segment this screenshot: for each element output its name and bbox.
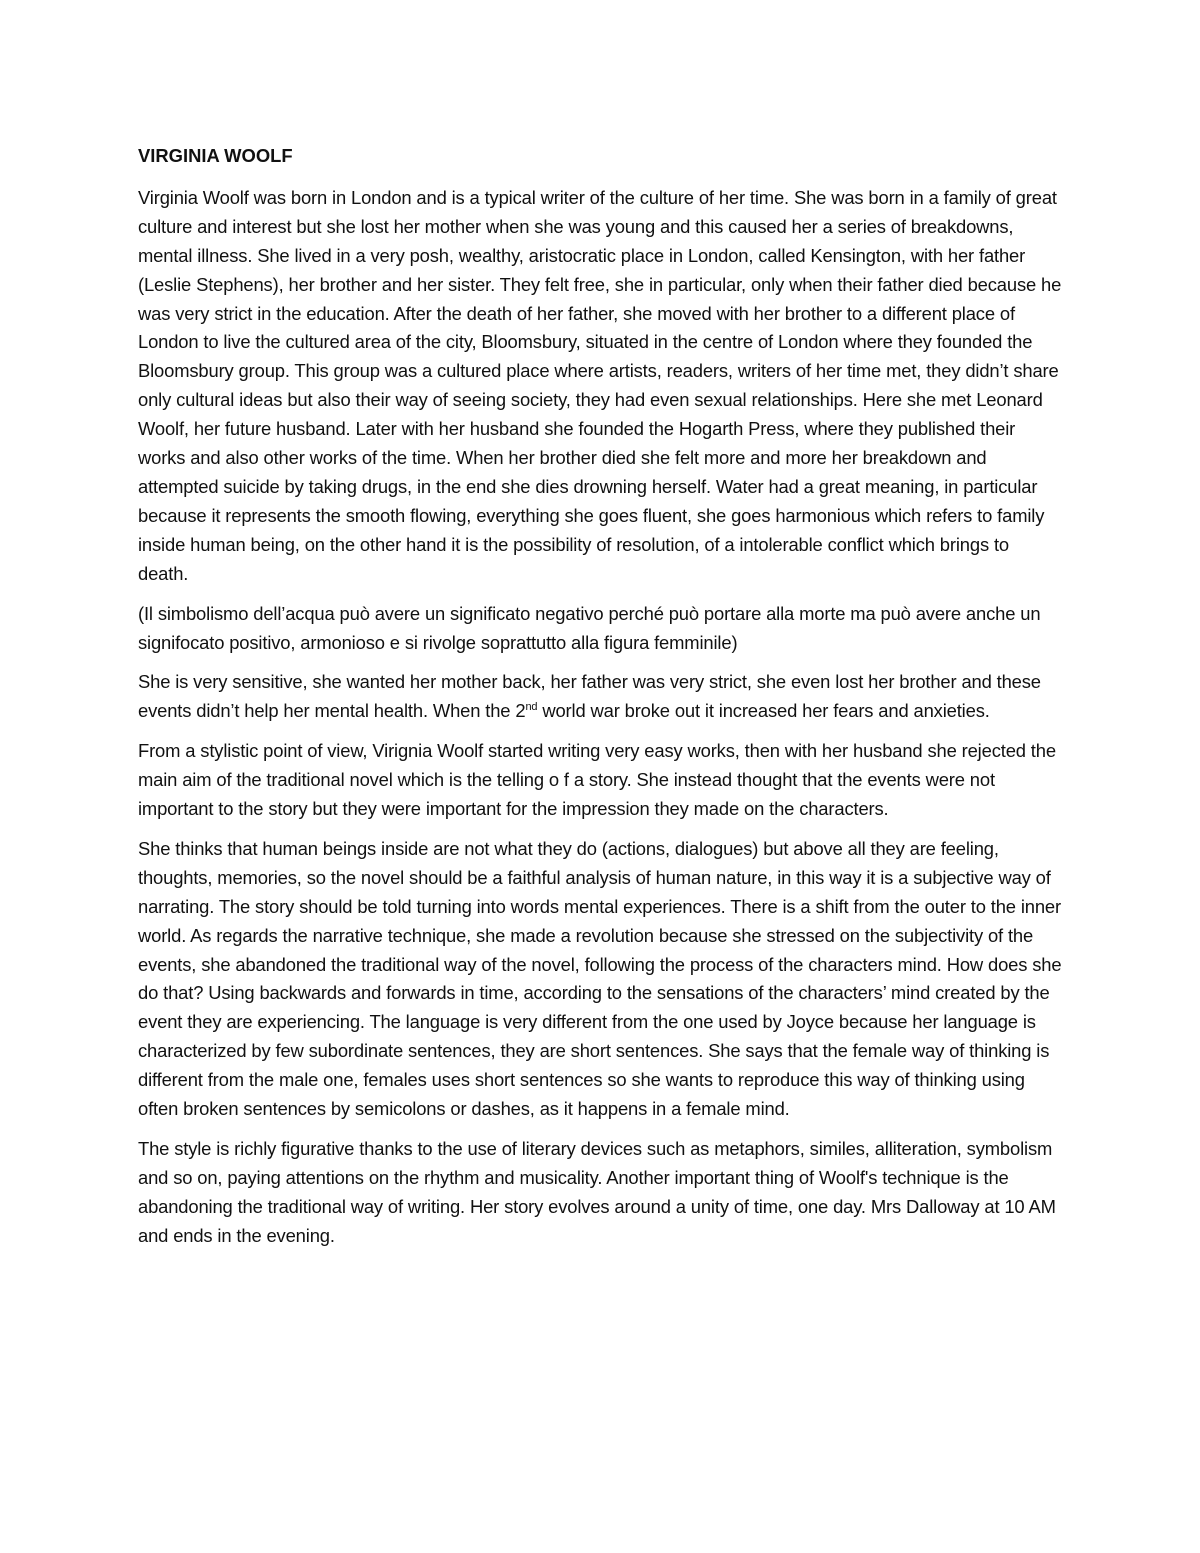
ordinal-suffix: nd: [525, 701, 538, 714]
paragraph-italian-note: (Il simbolismo dell’acqua può avere un significato negativo perché può portare alla morte ma può avere anche un signifocato positivo, armonioso e si rivolge soprattutto alla figura femminile): [138, 602, 1041, 653]
document-title: VIRGINIA WOOLF: [138, 145, 293, 166]
document-body: [138, 142, 1062, 1262]
paragraph-biography: Virginia Woolf was born in London and is a typical writer of the culture of her time. She was born in a family of great culture and interest but she lost her mother when she was young and this caused her a series of breakdowns, mental illness. She lived in a very posh, wealthy, aristocratic place in London, called Kensington, with her father (Leslie Stephens), her brother and her sister. They felt free, she in particular, only when their father died because he was very strict in the education. After the death of her father, she moved with her brother to a different place of London to live the cultured area of the city, Bloomsbury, situated in the centre of London where they founded the Bloomsbury group. This group was a cultured place where artists, readers, writers of her time met, they didn’t share only cultural ideas but also their way of seeing society, they had even sexual relationships. Here she met Leonard Woolf, her future husband. Later with her husband she founded the Hogarth Press, where they published their works and also other works of the time. When her brother died she felt more and more her breakdown and attempted suicide by taking drugs, in the end she dies drowning herself. Water had a great meaning, in particular because it represents the smooth flowing, everything she goes fluent, she goes harmonious which refers to family inside human being, on the other hand it is the possibility of resolution, of a intolerable conflict which brings to death.: [138, 186, 1062, 584]
paragraph-stylistic-view: From a stylistic point of view, Virignia Woolf started writing very easy works, then with her husband she rejected the main aim of the traditional novel which is the telling o f a story. She instead thought that the events were not important to the story but they were important for the impression they made on the characters.: [138, 740, 1056, 820]
paragraph-sensitivity-text-end: world war broke out it increased her fears and anxieties.: [537, 700, 990, 722]
paragraph-style: The style is richly figurative thanks to the use of literary devices such as metaphors, similes, alliteration, symbolism and so on, paying attentions on the rhythm and musicality. Another important thing of Woolf's technique is the abandoning the traditional way of writing. Her story evolves around a unity of time, one day. Mrs Dalloway at 10 AM and ends in the evening.: [138, 1138, 1056, 1246]
paragraph-sensitivity-text-start: She is very sensitive, she wanted her mother back, her father was very strict, she even lost her brother and these events didn’t help her mental health. When the 2: [138, 671, 1041, 722]
paragraph-sensitivity: [138, 668, 1062, 726]
paragraph-narrative-technique: She thinks that human beings inside are not what they do (actions, dialogues) but above all they are feeling, thoughts, memories, so the novel should be a faithful analysis of human nature, in this way it is a subjective way of narrating. The story should be told turning into words mental experiences. There is a shift from the outer to the inner world. As regards the narrative technique, she made a revolution because she stressed on the subjectivity of the events, she abandoned the traditional way of the novel, following the process of the characters mind. How does she do that? Using backwards and forwards in time, according to the sensations of the characters’ mind created by the event they are experiencing. The language is very different from the one used by Joyce because her language is characterized by few subordinate sentences, they are short sentences. She says that the female way of thinking is different from the male one, females uses short sentences so she wants to reproduce this way of thinking using often broken sentences by semicolons or dashes, as it happens in a female mind.: [138, 837, 1062, 1120]
